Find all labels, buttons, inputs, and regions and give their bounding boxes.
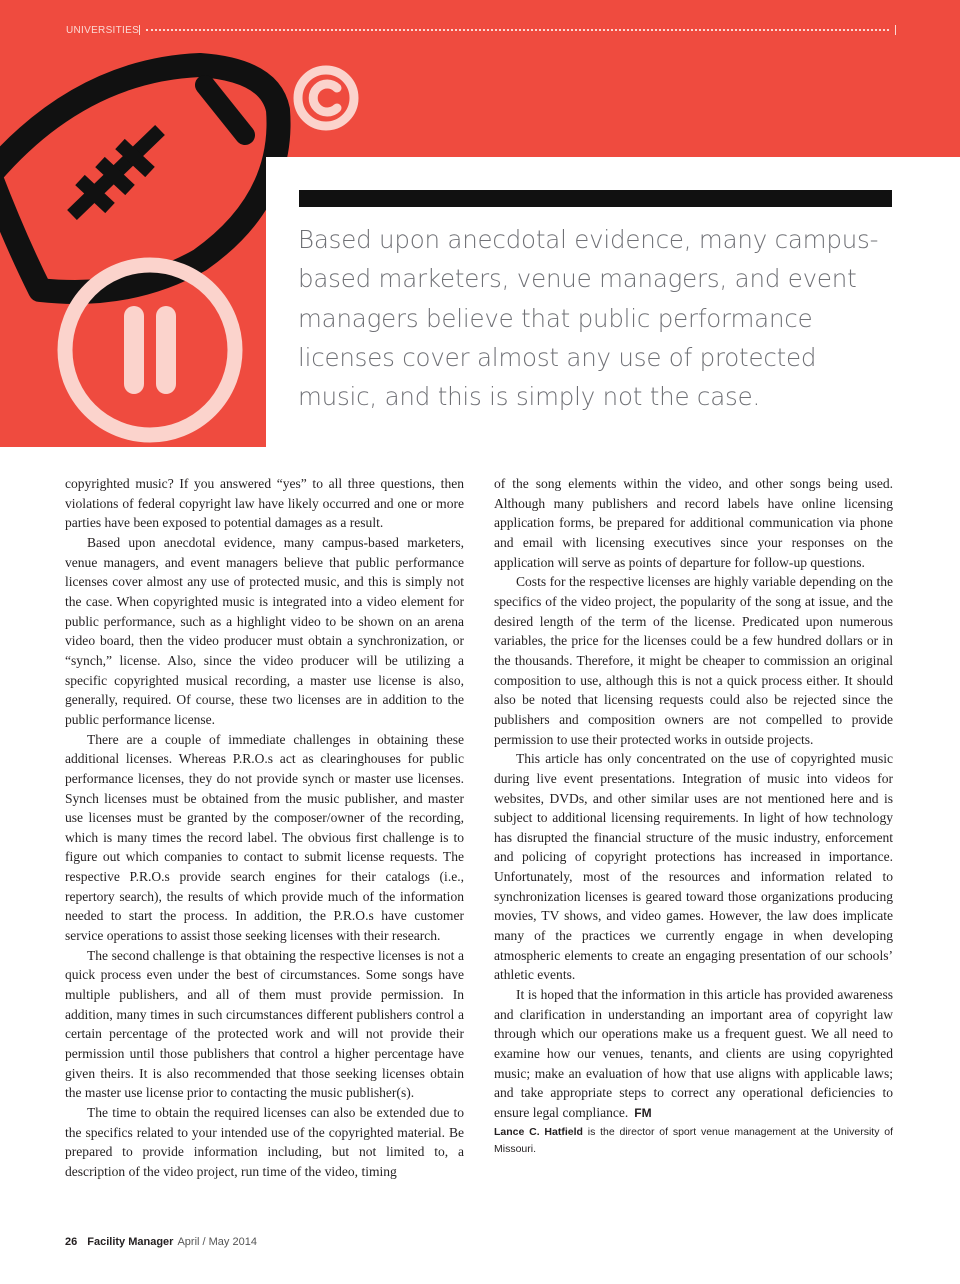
magazine-name: Facility Manager: [87, 1236, 174, 1248]
paragraph: Based upon anecdotal evidence, many campus-based marketers, venue managers, and event managers believe that public performance licenses cover almost any use of protected music, and this is simply not the case. When copyrighted music is integrated into a video element for public performance, such as a highlight video to be shown on an arena video board, then the video producer must obtain a synchronization, or “synch,” license. Also, since the video producer will be utilizing a specific copyrighted musical recording, a master use license is also, generally, required. Of course, these two licenses are in addition to the public performance license.: [65, 534, 464, 727]
section-label-text: UNIVERSITIES: [66, 24, 140, 36]
paragraph: copyrighted music? If you answered “yes” to all three questions, then violations of federal copyright law have likely occurred and one or more parties have been exposed to potential damages as a result.: [65, 476, 464, 531]
issue-date: April / May 2014: [177, 1236, 257, 1248]
article-right-column: [494, 474, 893, 1158]
pull-quote: Based upon anecdotal evidence, many campus-based marketers, venue managers, and event managers believe that public performance licenses cover almost any use of protected music, and this is simply not the case.: [298, 225, 879, 412]
football-icon: [0, 65, 279, 292]
paragraph: This article has only concentrated on the use of copyrighted music during live event presentations. Integration of music into videos for websites, DVDs, and other similar uses are not mentioned here and is subject to additional licensing requirements. In light of how technology has disrupted the financial structure of the music industry, enforcement and policing of copyright protections has increased in importance. Unfortunately, most of the resources and information related to synchronization licenses is geared toward those organizations producing movies, TV shows, and video games. However, the law does implicate many of the practices we currently engage in when developing atmospheric elements to create an engaging presentation of our schools’ athletic events.: [494, 751, 893, 983]
author-name: Lance C. Hatfield: [494, 1125, 583, 1138]
page-footer: [65, 1236, 257, 1254]
paragraph-text: It is hoped that the information in this article has provided awareness and clarification in understanding an important area of copyright law through which our operations make us a frequent guest. We all need to examine how our venues, tenants, and clients are using copyrighted music; make an evaluation of how that use aligns with applicable laws; and take appropriate steps to correct any operational deficiencies to ensure legal compliance.: [494, 987, 893, 1120]
paragraph: The time to obtain the required licenses can also be extended due to the specifics related to your intended use of the copyrighted material. Be prepared to provide information including, but not limited to, a description of the video project, run time of the video, timing: [65, 1105, 464, 1179]
paragraph: of the song elements within the video, and other songs being used. Although many publishers and record labels have online licensing application forms, be prepared for additional communication via phone and email with licensing executives since your responses on the application will serve as points of departure for follow-up questions.: [494, 476, 893, 570]
author-bio-text: is the director of sport venue management at the University of Missouri.: [494, 1125, 894, 1155]
paragraph: Costs for the respective licenses are highly variable depending on the specifics of the video project, the popularity of the song at issue, and the desired length of the term of the license. Predicated upon numerous variables, the price for the licenses could be a few hundred dollars or in the thousands. Therefore, it might be cheaper to commission an original composition to use, although this is not a quick process either. It should also be noted that licensing requests could also be rejected since the publishers and composition owners are not compelled to provide permission to use their protected works in outside projects.: [494, 574, 893, 747]
page-number: 26: [65, 1236, 78, 1248]
pull-quote-rule: [299, 190, 892, 207]
author-bio: [494, 1124, 893, 1158]
copyright-icon: [298, 70, 354, 126]
paragraph: The second challenge is that obtaining the respective licenses is not a quick process even under the best of circumstances. Some songs have multiple publishers, and all of them must provide permission. In addition, many times in such circumstances different publishers control a certain percentage of the protected work and will not provide their permission until those publishers that control a higher percentage have given theirs. It is also recommended that those seeking licenses obtain the master use license prior to contacting the music publisher(s).: [65, 947, 464, 1101]
closing-paragraph: [494, 985, 893, 1124]
paragraph: There are a couple of immediate challenges in obtaining these additional licenses. Whereas P.R.O.s act as clearinghouses for public performance licenses, they do not provide synch or master use licenses. Synch licenses must be obtained from the music publisher, and master use licenses must be granted by the composer/owner of the recording, which is many times the record label. The obvious first challenge is to figure out which companies to contact to submit license requests. The respective P.R.O.s provide search engines for their catalogs (i.e., repertory search), the results of which provide much of the information needed to start the process. In addition, the P.R.O.s have customer service operations to assist those seeking licenses with their research.: [65, 731, 464, 944]
end-mark: FM: [634, 1106, 652, 1120]
article-left-column: [65, 474, 464, 1182]
